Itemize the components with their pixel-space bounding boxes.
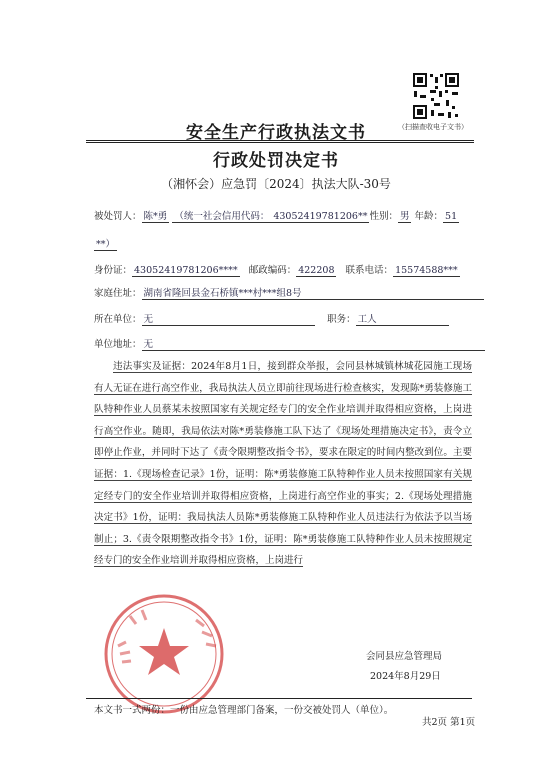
phone: 15574588*** xyxy=(395,265,458,276)
footer-note: 本文书一式两份：一份由应急管理部门备案，一份交被处罚人（单位）。 xyxy=(94,705,394,716)
age-label: 年龄： xyxy=(414,211,444,222)
age-continuation: **） xyxy=(96,239,116,250)
unit-address-fill-line xyxy=(155,340,485,351)
document-number: （湘怀会）应急罚〔2024〕执法大队-30号 xyxy=(161,177,391,191)
party-line-4 xyxy=(94,311,449,326)
gender: 男 xyxy=(399,211,410,222)
party-name: 陈*勇 xyxy=(143,211,168,222)
document-title: 行政处罚决定书 xyxy=(213,151,339,171)
issue-date: 2024年8月29日 xyxy=(370,671,441,682)
credit-code-label: （统一社会信用代码： xyxy=(174,211,270,222)
party-line-5 xyxy=(94,336,485,351)
footer-rule xyxy=(86,698,472,699)
qr-code xyxy=(412,72,460,120)
party-line-1-cont xyxy=(94,236,117,250)
qr-caption: （扫描查收电子文书） xyxy=(398,123,468,131)
party-line-3 xyxy=(94,285,484,300)
unit-fill-line xyxy=(155,315,315,326)
id-number: 43052419781206**** xyxy=(134,265,238,276)
document-type-heading: 安全生产行政执法文书 xyxy=(186,123,366,143)
unit: 无 xyxy=(143,314,154,325)
address-label: 家庭住址： xyxy=(94,288,142,299)
page-number: 共2页 第1页 xyxy=(422,717,476,728)
unit-address-label: 单位地址： xyxy=(94,339,142,350)
address-fill-line xyxy=(304,289,484,300)
party-line-1 xyxy=(94,208,459,222)
facts-section xyxy=(94,356,472,572)
phone-label: 联系电话： xyxy=(345,265,394,276)
job-fill-line xyxy=(379,315,449,326)
issuing-authority: 会同县应急管理局 xyxy=(366,651,443,662)
gender-label: 性别： xyxy=(369,211,398,222)
party-line-2 xyxy=(94,262,460,276)
party-name-label: 被处罚人： xyxy=(94,211,142,222)
facts-paragraph: 违法事实及证据：2024年8月1日，接到群众举报，会同县林城镇林城花园施工现场有人无证在进行高空作业，我局执法人员立即前往现场进行检查核实，发现陈*勇装修施工队特种作业人员蔡某未按照国家有关规定经专门的安全作业培训并取得相应资格，上岗进行高空作业。随即，我局依法对陈*勇装修施工队下达了《现场处理措施决定书》，责令立即停止作业，并同时下达了《责令限期整改指令书》，要求在限定的时间内整改到位。主要证据：1.《现场检查记录》1份，证明：陈*勇装修施工队特种作业人员未按照国家有关规定经专门的安全作业培训并取得相应资格，上岗进行高空作业的事实；2.《现场处理措施决定书》1份，证明：我局执法人员陈*勇装修施工队特种作业人员违法行为依法予以当场制止；3.《责令限期整改指令书》1份，证明：陈*勇装修施工队特种作业人员未按照规定经专门的安全作业培训并取得相应资格，上岗进行 xyxy=(94,361,472,567)
unit-address: 无 xyxy=(143,339,154,350)
postcode: 422208 xyxy=(298,265,335,276)
title-rule-bottom xyxy=(86,142,474,143)
unit-label: 所在单位： xyxy=(94,314,142,325)
title-rule-top xyxy=(86,140,474,141)
age: 51 xyxy=(445,211,458,222)
home-address: 湖南省隆回县金石桥镇***村***组8号 xyxy=(143,288,302,299)
job-label: 职务： xyxy=(327,314,356,325)
postcode-label: 邮政编码： xyxy=(248,265,297,276)
credit-code: 43052419781206** xyxy=(273,211,368,222)
id-label: 身份证： xyxy=(94,265,133,276)
job: 工人 xyxy=(357,314,377,325)
